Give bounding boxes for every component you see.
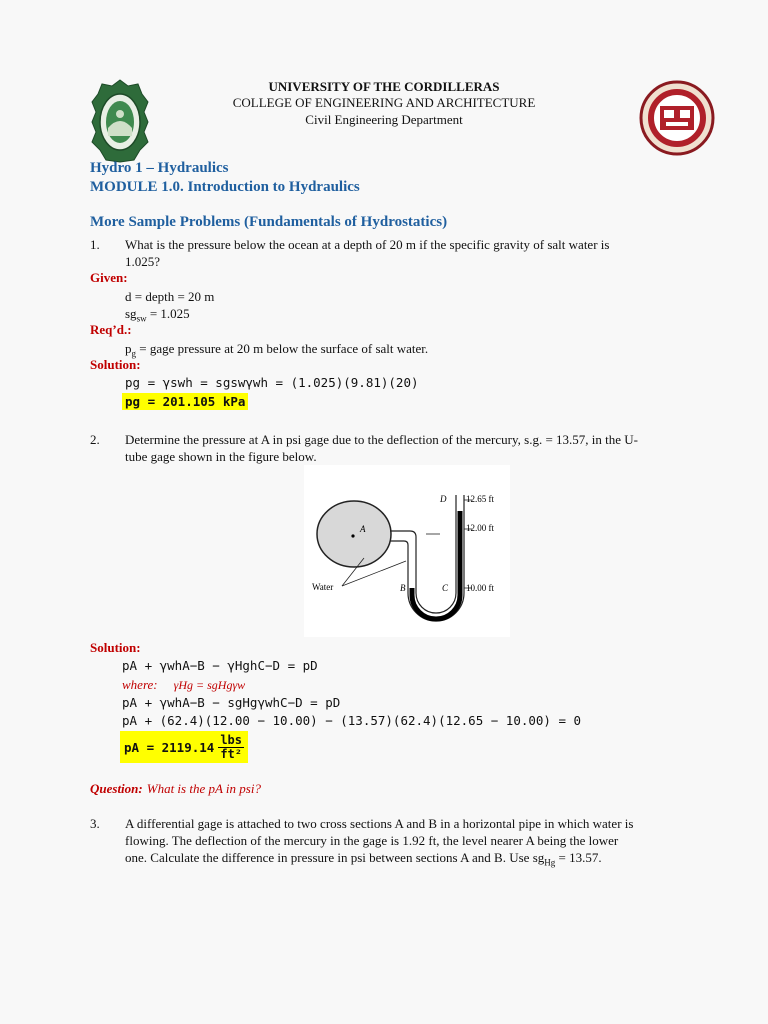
- figure-elev-mid: 12.00 ft: [466, 523, 494, 533]
- problem3-line3-pre: one. Calculate the difference in pressure in psi between sections A and B. Use sg: [125, 850, 545, 865]
- reqd-rest: = gage pressure at 20 m below the surface of salt water.: [136, 341, 429, 356]
- where-label: where:: [122, 677, 158, 692]
- university-name: UNIVERSITY OF THE CORDILLERAS: [268, 79, 500, 94]
- given-depth: d = depth = 20 m: [125, 289, 215, 304]
- figure-elev-bot: 10.00 ft: [466, 583, 494, 593]
- solution1-equation: pg = γswh = sgswγwh = (1.025)(9.81)(20): [125, 375, 419, 390]
- solution2-answer: [120, 731, 248, 763]
- problem2-number: 2.: [90, 432, 100, 447]
- reqd-text: [125, 340, 428, 363]
- section-title: More Sample Problems (Fundamentals of Hydrostatics): [90, 214, 448, 230]
- reqd-p: p: [125, 341, 132, 356]
- question-text: What is the pA in psi?: [146, 781, 261, 796]
- reqd-p-sub: g: [131, 348, 136, 359]
- question-line: [90, 780, 261, 798]
- solution2-eq3: pA + (62.4)(12.00 − 10.00) − (13.57)(62.4)(12.65 − 10.00) = 0: [122, 713, 582, 728]
- college-name: COLLEGE OF ENGINEERING AND ARCHITECTURE: [232, 95, 536, 110]
- department-name: Civil Engineering Department: [305, 112, 463, 127]
- course-title: Hydro 1 – Hydraulics: [90, 160, 229, 176]
- problem1-text-line1: What is the pressure below the ocean at a depth of 20 m if the specific gravity of salt water is: [125, 237, 610, 252]
- problem3-line1: A differential gage is attached to two cross sections A and B in a horizontal pipe in which water is: [125, 816, 634, 831]
- problem2-text-line2: tube gage shown in the figure below.: [125, 449, 317, 464]
- answer2-units-den: ft²: [220, 746, 242, 761]
- given-label: Given:: [90, 270, 128, 285]
- given-sg-base: sg: [125, 306, 137, 321]
- given-sg: [125, 305, 190, 328]
- problem3-line3-post: = 13.57.: [555, 850, 602, 865]
- given-sg-sub: sw: [136, 313, 147, 324]
- problem3-line3: [125, 849, 602, 872]
- question-label: Question:: [90, 781, 143, 796]
- problem1-text-line2: 1.025?: [125, 254, 161, 269]
- solution2-label: Solution:: [90, 640, 141, 655]
- problem3-number: 3.: [90, 816, 100, 831]
- figure-label-d: D: [440, 494, 447, 504]
- solution2-where: [122, 676, 245, 694]
- given-sg-rest: = 1.025: [146, 306, 190, 321]
- answer2-lhs: pA = 2119.14: [124, 739, 215, 755]
- problem2-text-line1: Determine the pressure at A in psi gage due to the deflection of the mercury, s.g. = 13.57, in the U-: [125, 432, 638, 447]
- answer2-units: [218, 734, 244, 761]
- answer-highlight: pg = 201.105 kPa: [122, 393, 248, 410]
- where-equation: γHg = sgHgγw: [173, 678, 246, 692]
- answer2-units-num: lbs: [220, 732, 242, 747]
- solution2-eq2: pA + γwhA−B − sgHgγwhC−D = pD: [122, 695, 341, 710]
- reqd-label: Req’d.:: [90, 322, 132, 337]
- solution1-answer: [122, 394, 248, 409]
- figure-elev-top: 12.65 ft: [466, 494, 494, 504]
- figure-label-b: B: [400, 583, 406, 593]
- solution1-label: Solution:: [90, 357, 141, 372]
- figure-label-a: A: [360, 524, 366, 534]
- problem1-number: 1.: [90, 237, 100, 252]
- problem3-line2: flowing. The deflection of the mercury in the gage is 1.92 ft, the level nearer A being the lower: [125, 833, 619, 848]
- figure-label-c: C: [442, 583, 449, 593]
- pipe-a-circle: [317, 501, 391, 567]
- solution2-eq1: pA + γwhA−B − γHghC−D = pD: [122, 658, 318, 673]
- point-a-dot: [351, 534, 354, 537]
- figure-label-water: Water: [312, 582, 334, 592]
- module-title: MODULE 1.0. Introduction to Hydraulics: [90, 179, 360, 195]
- u-tube-figure: [304, 465, 510, 637]
- problem3-line3-sub: Hg: [544, 857, 556, 868]
